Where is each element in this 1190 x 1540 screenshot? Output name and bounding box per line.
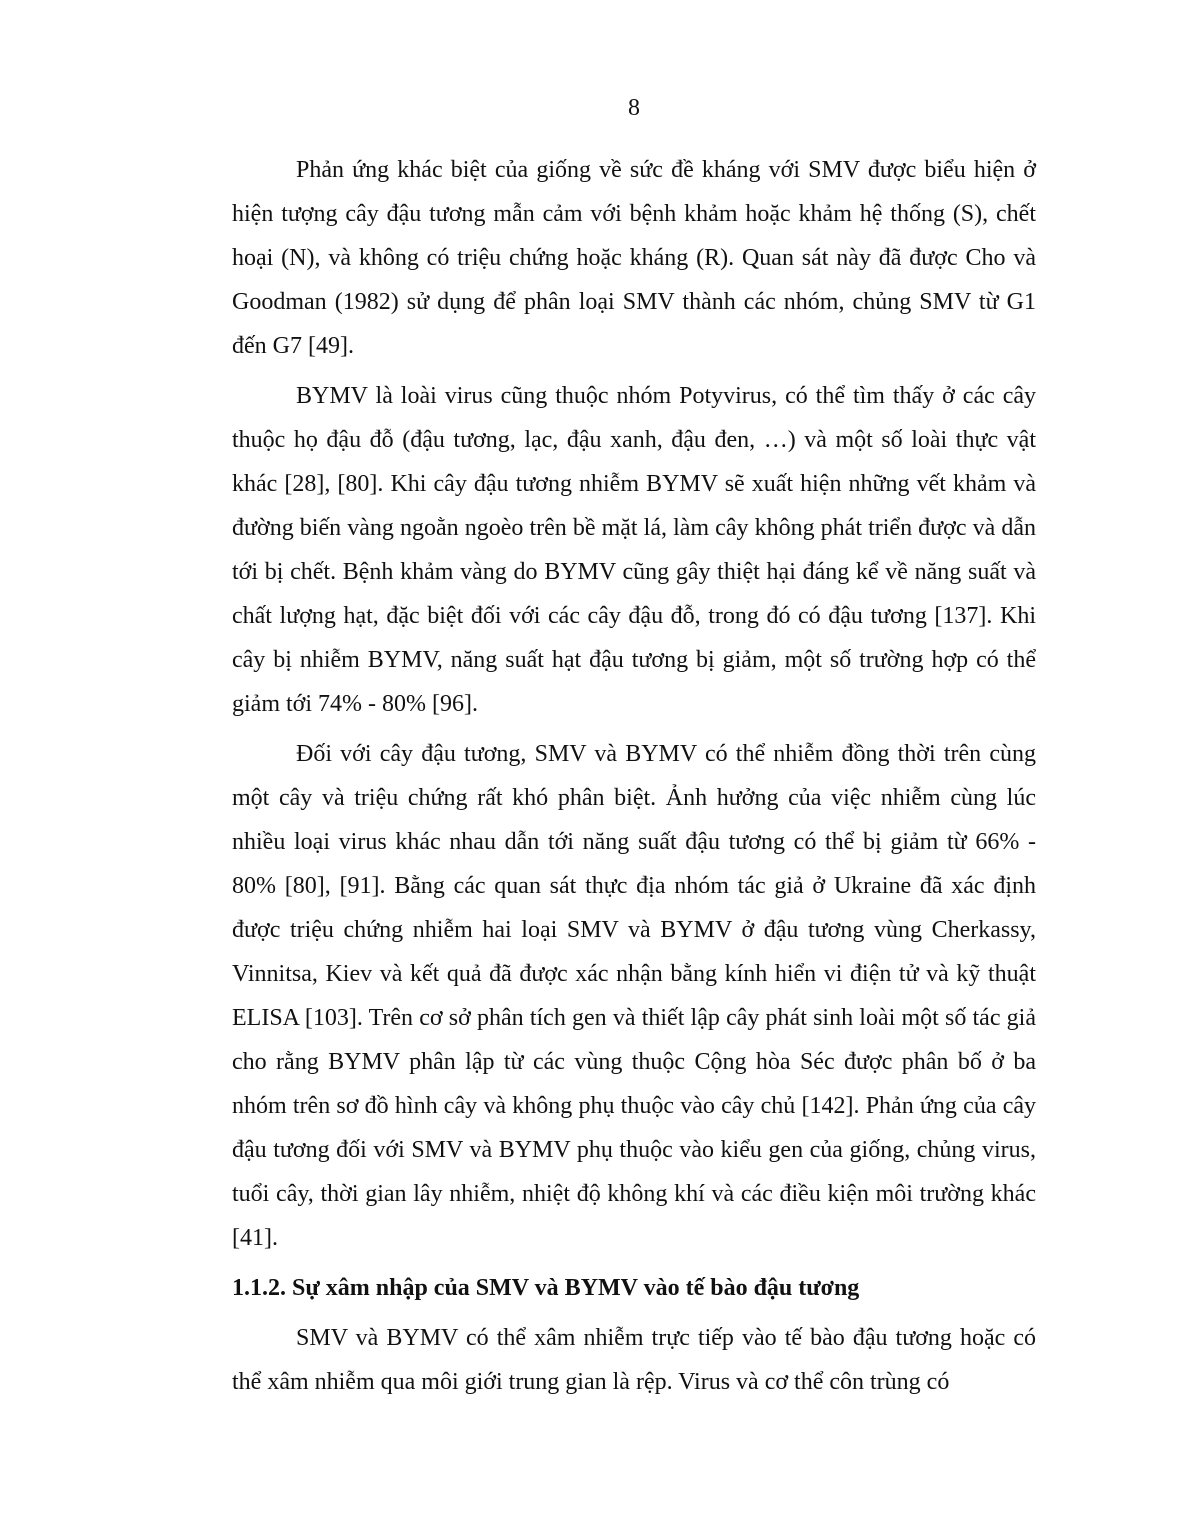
paragraph-co-infection: Đối với cây đậu tương, SMV và BYMV có thể nhiễm đồng thời trên cùng một cây và triệu chứng rất khó phân biệt. Ảnh hưởng của việc nhiễm cùng lúc nhiều loại virus khác nhau dẫn tới năng suất đậu tương có thể bị giảm từ 66% - 80% [80], [91]. Bằng các quan sát thực địa nhóm tác giả ở Ukraine đã xác định được triệu chứng nhiễm hai loại SMV và BYMV ở đậu tương vùng Cherkassy, Vinnitsa, Kiev và kết quả đã được xác nhận bằng kính hiển vi điện tử và kỹ thuật ELISA [103]. Trên cơ sở phân tích gen và thiết lập cây phát sinh loài một số tác giả cho rằng BYMV phân lập từ các vùng thuộc Cộng hòa Séc được phân bố ở ba nhóm trên sơ đồ hình cây và không phụ thuộc vào cây chủ [142]. Phản ứng của cây đậu tương đối với SMV và BYMV phụ thuộc vào kiểu gen của giống, chủng virus, tuổi cây, thời gian lây nhiễm, nhiệt độ không khí và các điều kiện môi trường khác [41]. xyxy=(232,741,1036,1251)
paragraph-infection-route: SMV và BYMV có thể xâm nhiễm trực tiếp vào tế bào đậu tương hoặc có thể xâm nhiễm qua môi giới trung gian là rệp. Virus và cơ thể côn trùng có xyxy=(232,1325,1036,1395)
page-number: 8 xyxy=(628,95,640,121)
section-heading: 1.1.2. Sự xâm nhập của SMV và BYMV vào tế bào đậu tương xyxy=(232,1275,860,1301)
paragraph-bymv-description: BYMV là loài virus cũng thuộc nhóm Potyvirus, có thể tìm thấy ở các cây thuộc họ đậu đỗ (đậu tương, lạc, đậu xanh, đậu đen, …) và một số loài thực vật khác [28], [80]. Khi cây đậu tương nhiễm BYMV sẽ xuất hiện những vết khảm và đường biến vàng ngoằn ngoèo trên bề mặt lá, làm cây không phát triển được và dẫn tới bị chết. Bệnh khảm vàng do BYMV cũng gây thiệt hại đáng kể về năng suất và chất lượng hạt, đặc biệt đối với các cây đậu đỗ, trong đó có đậu tương [137]. Khi cây bị nhiễm BYMV, năng suất hạt đậu tương bị giảm, một số trường hợp có thể giảm tới 74% - 80% [96]. xyxy=(232,383,1036,717)
paragraph-smv-resistance: Phản ứng khác biệt của giống về sức đề kháng với SMV được biểu hiện ở hiện tượng cây đậu tương mẫn cảm với bệnh khảm hoặc khảm hệ thống (S), chết hoại (N), và không có triệu chứng hoặc kháng (R). Quan sát này đã được Cho và Goodman (1982) sử dụng để phân loại SMV thành các nhóm, chủng SMV từ G1 đến G7 [49]. xyxy=(232,157,1036,359)
page-content xyxy=(232,148,1036,1410)
